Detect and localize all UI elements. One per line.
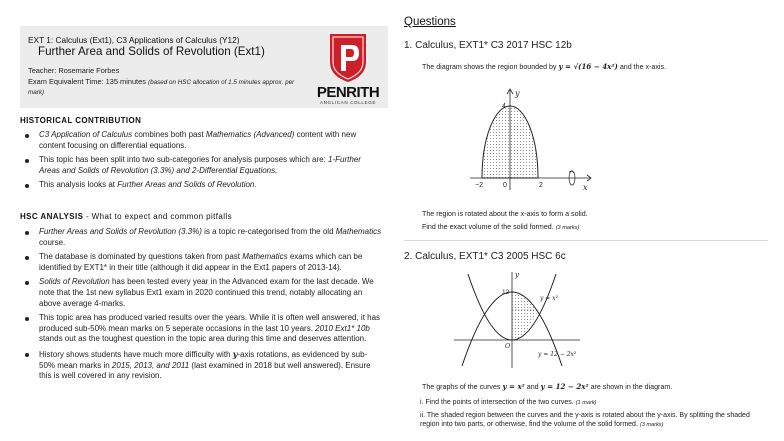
question-2-part-ii: ii. The shaded region between the curves and the y-axis is rotated about the y-axis. By splitting the shaded region into two parts, or otherwise, find the volume of the solid formed. (3 marks): [420, 412, 750, 428]
question-2-title: 2. Calculus, EXT1* C3 2005 HSC 6c: [404, 251, 566, 262]
question-1-rotation: The region is rotated about the x-axis to form a solid.: [422, 210, 588, 218]
x-tick-label: 2: [539, 182, 543, 189]
historical-heading: HISTORICAL CONTRIBUTION: [20, 116, 142, 125]
question-2-part-i: i. Find the points of intersection of the two curves. (1 mark): [420, 399, 597, 406]
x-axis-label: x: [583, 183, 588, 192]
shaded-region: [512, 292, 538, 310]
shield-icon: [312, 32, 384, 84]
divider: [404, 240, 768, 241]
y-axis-label: y: [515, 271, 519, 279]
question-1-text: The diagram shows the region bounded by y = √(16 − 4x²) and the x-axis.: [422, 62, 666, 71]
semi-ellipse-graph: [462, 86, 598, 196]
topic-header: [20, 26, 388, 108]
logo-subtitle: ANGLICAN COLLEGE: [319, 100, 377, 105]
question-1-title: 1. Calculus, EXT1* C3 2017 HSC 12b: [404, 40, 572, 51]
y-axis-label: y: [515, 89, 520, 98]
x-tick-label: −2: [475, 182, 483, 189]
y-intercept-label: 12: [502, 289, 510, 296]
right-column: [398, 0, 784, 441]
shaded-region: [482, 106, 538, 178]
logo-name: PENRITH: [316, 84, 380, 101]
list-item: Solids of Revolution has been tested every year in the Advanced exam for the last decade. We note that the 1st new syllabus Ext1 exam in 2020 continued this trend, notably allocating an above average 4-marks.: [20, 277, 382, 309]
question-1-find: Find the exact volume of the solid formed. (3 marks): [422, 223, 580, 231]
list-item: History shows students have much more difficulty with y-axis rotations, as evidenced by sub-50% mean marks in 2015, 2013, and 2011 (last examined in 2018 but well answered). Ensure this is well covered in any revision.: [20, 349, 382, 382]
questions-heading: Questions: [404, 16, 456, 28]
exam-time: Exam Equivalent Time: 135 minutes (based on HSC allocation of 1.5 minutes approx. per mark): [28, 77, 295, 96]
list-item: The database is dominated by questions taken from past Mathematics exams which can be identified by EXT1* in their title (although it did appear in the Ext1 papers of 2013-14).: [20, 252, 382, 273]
curve-label: y = x²: [540, 295, 559, 302]
list-item: This topic area has produced varied results over the years. While it is often well answered, it has produced sub-50% mean marks on 5 seperate occasions in the last 10 years. 2010 Ext1* 10b stands out as the toughest question in the topic area during this time and deserves attention.: [20, 313, 382, 345]
topic-title: Further Area and Solids of Revolution (Ext1): [38, 45, 265, 58]
list-item: This analysis looks at Further Areas and Solids of Revolution.: [20, 180, 382, 191]
teacher: Teacher: Rosemarie Forbes: [28, 66, 120, 75]
analysis-heading: HSC ANALYSIS - What to expect and common pitfalls: [20, 212, 232, 221]
college-logo: [312, 32, 384, 106]
left-column: [20, 0, 390, 441]
list-item: C3 Application of Calculus combines both past Mathematics (Advanced) content with new content focusing on differential equations.: [20, 130, 382, 151]
origin-label: O: [505, 342, 511, 350]
parabolas-graph: [454, 270, 584, 370]
question-2-text: The graphs of the curves y = x² and y = 12 − 2x² are shown in the diagram.: [422, 382, 673, 391]
y-tick-label: 4: [502, 103, 506, 110]
curve-label: y = 12 − 2x²: [538, 351, 577, 358]
topic-line: EXT 1: Calculus (Ext1), C3 Applications of Calculus (Y12): [28, 35, 240, 45]
list-item: This topic has been split into two sub-categories for analysis purposes which are: 1-Further Areas and Solids of Revolution (3.3%) and 2-Differential Equations.: [20, 155, 382, 176]
x-tick-label: 0: [503, 182, 507, 189]
analysis-list: [20, 227, 382, 386]
historical-list: [20, 130, 382, 195]
list-item: Further Areas and Solids of Revolution (3.3%) is a topic re-categorised from the old Mathematics course.: [20, 227, 382, 248]
